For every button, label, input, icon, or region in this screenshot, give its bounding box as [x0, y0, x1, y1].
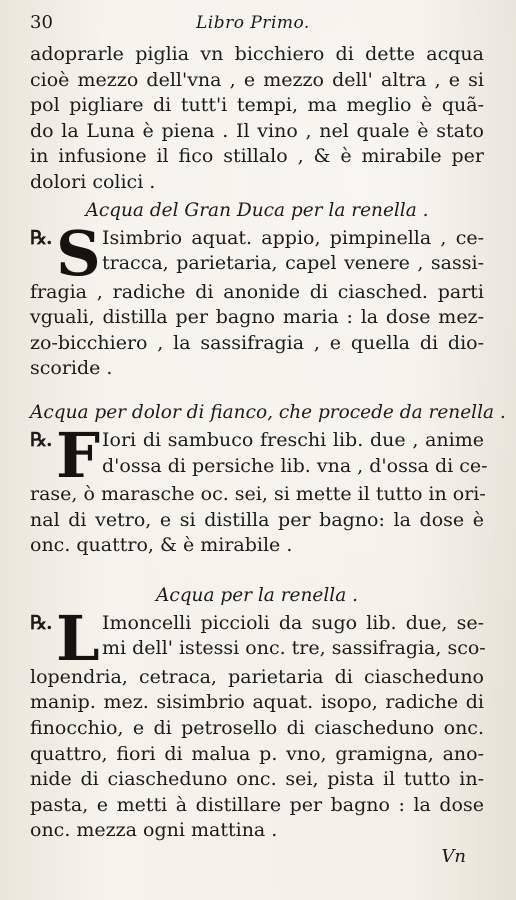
text-line: tracca, parietaria, capel venere , sassi- [102, 252, 484, 275]
page-header [30, 12, 484, 38]
text-line: nal di vetro, e si distilla per bagno: la dose è [30, 508, 484, 531]
intro-paragraph [30, 42, 484, 196]
text-line: manip. mez. sisimbrio aquat. isopo, radiche di [30, 691, 484, 714]
text-line: Iori di sambuco freschi lib. due , anime [102, 428, 484, 451]
drop-cap: F [56, 418, 101, 492]
text-line: in infusione il fico stillalo , & è mirabile per [30, 145, 484, 168]
text-line: scoride . [30, 357, 113, 380]
text-line: mi dell' istessi onc. tre, sassifragia, sco- [102, 637, 486, 660]
text-line: Imoncelli piccioli da sugo lib. due, se- [102, 611, 484, 634]
recipe-title: Acqua del Gran Duca per la renella . [85, 199, 429, 221]
text-line: rase, ò marasche oc. sei, si mette il tutto in ori- [30, 482, 486, 505]
text-line: adoprarle piglia vn bicchiero di dette acqua [30, 43, 484, 65]
text-line: finocchio, e di petrosello di ciascheduno onc. [30, 716, 484, 739]
recipe-renella [30, 583, 484, 844]
page-number: 30 [30, 12, 53, 33]
text-line: lopendria, cetraca, parietaria di ciascheduno [30, 665, 484, 688]
text-line: quattro, fiori di malua p. vno, gramigna, ano- [30, 742, 484, 765]
recipe-gran-duca [30, 198, 484, 382]
text-line: zo-bicchiero , la sassifragia , e quella di dio- [30, 331, 484, 354]
text-line: fragia , radiche di anonide di ciasched. parti [30, 280, 484, 303]
text-line: onc. mezza ogni mattina . [30, 819, 278, 842]
text-line: onc. quattro, & è mirabile . [30, 534, 293, 557]
recipe-dolor-di-fianco [30, 400, 506, 559]
text-line: vguali, distilla per bagno maria : la dose mez- [30, 306, 484, 329]
text-line: cioè mezzo dell'vna , e mezzo dell' altra , e si [30, 68, 484, 91]
drop-cap: L [56, 601, 100, 675]
recipe-symbol: ℞. [30, 226, 52, 249]
text-line: nide di ciascheduno onc. sei, pista il tutto in- [30, 768, 484, 791]
text-line: Isimbrio aquat. appio, pimpinella , ce- [102, 226, 484, 249]
text-line: pol pigliare di tutt'i tempi, ma meglio è quã- [30, 94, 484, 117]
text-line: dolori colici . [30, 170, 156, 193]
recipe-title: Acqua per la renella . [155, 584, 358, 606]
drop-cap: S [56, 216, 101, 290]
catchword: Vn [441, 845, 466, 867]
recipe-symbol: ℞. [30, 611, 52, 634]
text-line: do la Luna è piena . Il vino , nel quale è stato [30, 119, 484, 142]
recipe-title: Acqua per dolor di fianco, che procede da renella . [30, 401, 506, 423]
running-title: Libro Primo. [196, 13, 310, 33]
text-line: pasta, e metti à distillare per bagno : la dose [30, 793, 484, 816]
recipe-symbol: ℞. [30, 428, 52, 451]
text-line: d'ossa di persiche lib. vna , d'ossa di ce- [102, 454, 488, 477]
catchword-row [30, 846, 484, 867]
